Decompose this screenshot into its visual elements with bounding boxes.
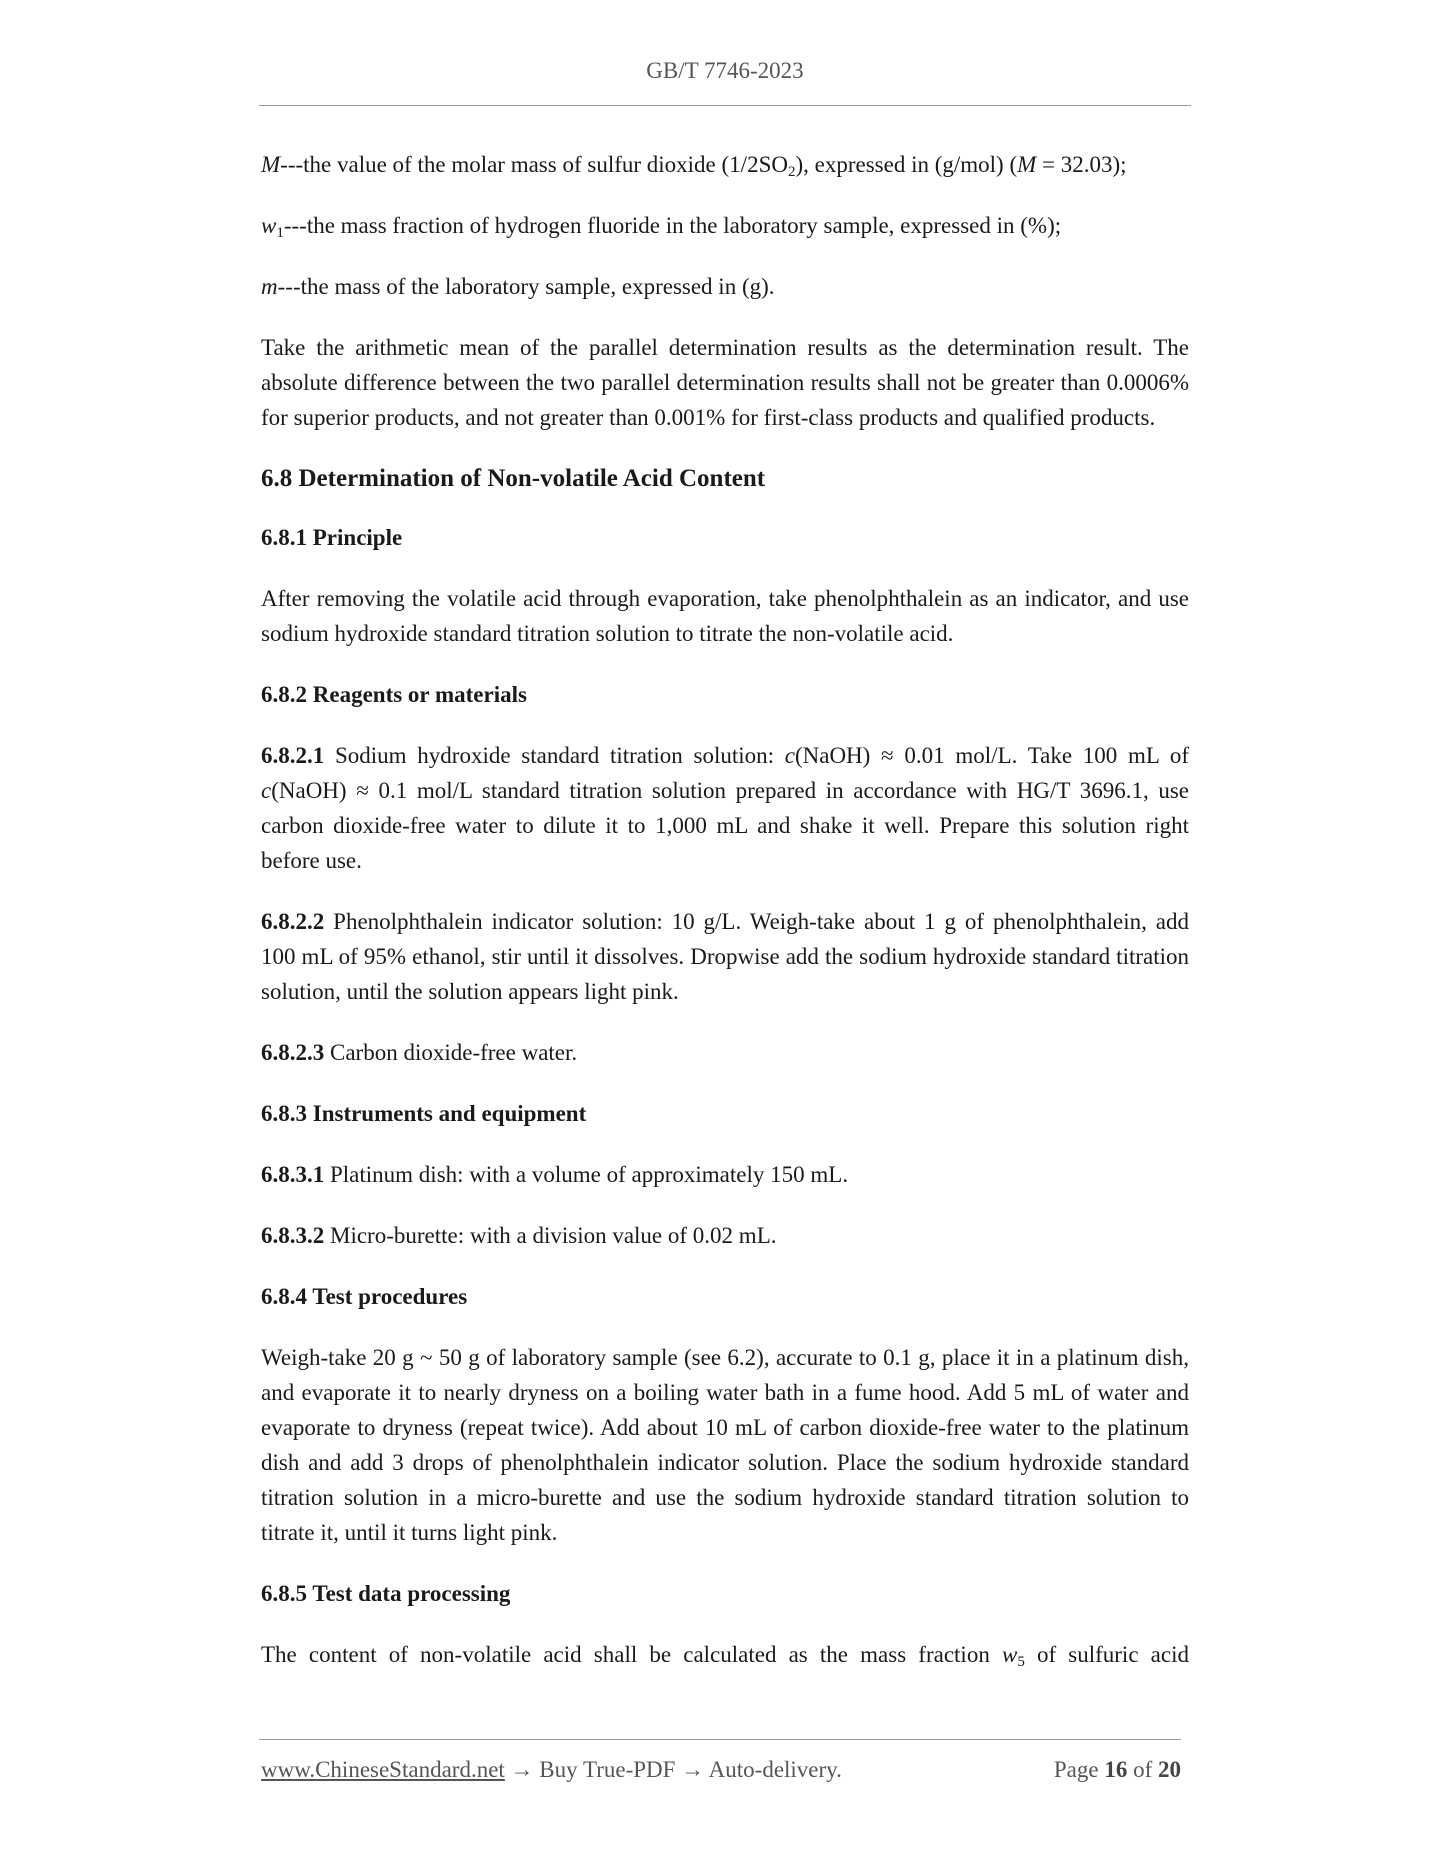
header-divider <box>259 105 1191 106</box>
document-body <box>261 147 1189 1698</box>
section-heading-6-8: 6.8 Determination of Non-volatile Acid Content <box>261 465 766 492</box>
page-footer <box>261 1757 1181 1783</box>
clause-6-8-2-1: 6.8.2.1 Sodium hydroxide standard titration solution: c(NaOH) ≈ 0.01 mol/L. Take 100 mL of c(NaOH) ≈ 0.1 mol/L standard titration solution prepared in accordance with HG/T 3696.1, use carbon dioxide-free water to dilute it to 1,000 mL and shake it well. Prepare this solution right before use. <box>261 743 1190 873</box>
paragraph-arithmetic-mean: Take the arithmetic mean of the parallel determination results as the determination result. The absolute difference between the two parallel determination results shall not be greater than 0.0006% for superior products, and not greater than 0.001% for first-class products and qualified products. <box>261 335 1189 430</box>
paragraph-test-procedure: Weigh-take 20 g ~ 50 g of laboratory sample (see 6.2), accurate to 0.1 g, place it in a platinum dish, and evaporate it to nearly dryness on a boiling water bath in a fume hood. Add 5 mL of water and evaporate to dryness (repeat twice). Add about 10 mL of carbon dioxide-free water to the platinum dish and add 3 drops of phenolphthalein indicator solution. Place the sodium hydroxide standard titration solution in a micro-burette and use the sodium hydroxide standard titration solution to titrate it, until it turns light pink. <box>261 1345 1189 1545</box>
section-heading-6-8-3: 6.8.3 Instruments and equipment <box>261 1101 587 1126</box>
paragraph-principle: After removing the volatile acid through evaporation, take phenolphthalein as an indicator, and use sodium hydroxide standard titration solution to titrate the non-volatile acid. <box>261 586 1189 646</box>
definition-m: m---the mass of the laboratory sample, expressed in (g). <box>261 274 775 299</box>
page-number: Page 16 of 20 <box>1053 1757 1181 1782</box>
definition-w1: $w_1--$-the mass fraction of hydrogen fluoride in the laboratory sample, expressed in (%); <box>261 213 1062 241</box>
footer-promo-text: → Buy True-PDF → Auto-delivery. <box>504 1757 842 1782</box>
clause-6-8-3-2: 6.8.3.2 Micro-burette: with a division value of 0.02 mL. <box>261 1223 777 1248</box>
clause-6-8-2-3: 6.8.2.3 Carbon dioxide-free water. <box>261 1040 578 1065</box>
footer-promo <box>261 1757 842 1783</box>
section-heading-6-8-4: 6.8.4 Test procedures <box>261 1284 468 1309</box>
clause-6-8-2-2: 6.8.2.2 Phenolphthalein indicator solution: 10 g/L. Weigh-take about 1 g of phenolphthalein, add 100 mL of 95% ethanol, stir until it dissolves. Dropwise add the sodium hydroxide standard titration solution, until the solution appears light pink. <box>261 909 1189 1004</box>
section-heading-6-8-1: 6.8.1 Principle <box>261 525 403 550</box>
website-link[interactable]: www.ChineseStandard.net <box>261 1757 505 1782</box>
page-header: GB/T 7746-2023 <box>646 58 804 83</box>
section-heading-6-8-5: 6.8.5 Test data processing <box>261 1581 511 1606</box>
paragraph-data-processing: The content of non-volatile acid shall be calculated as the mass fraction $w_5$ of sulfuric acid <box>261 1642 1189 1670</box>
definition-M: M---the value of the molar mass of sulfur dioxide $(1/2SO_2)$, expressed in (g/mol) (M = 32.03); <box>261 152 1127 180</box>
section-heading-6-8-2: 6.8.2 Reagents or materials <box>261 682 527 707</box>
footer-divider <box>259 1739 1181 1740</box>
clause-6-8-3-1: 6.8.3.1 Platinum dish: with a volume of approximately 150 mL. <box>261 1162 849 1187</box>
